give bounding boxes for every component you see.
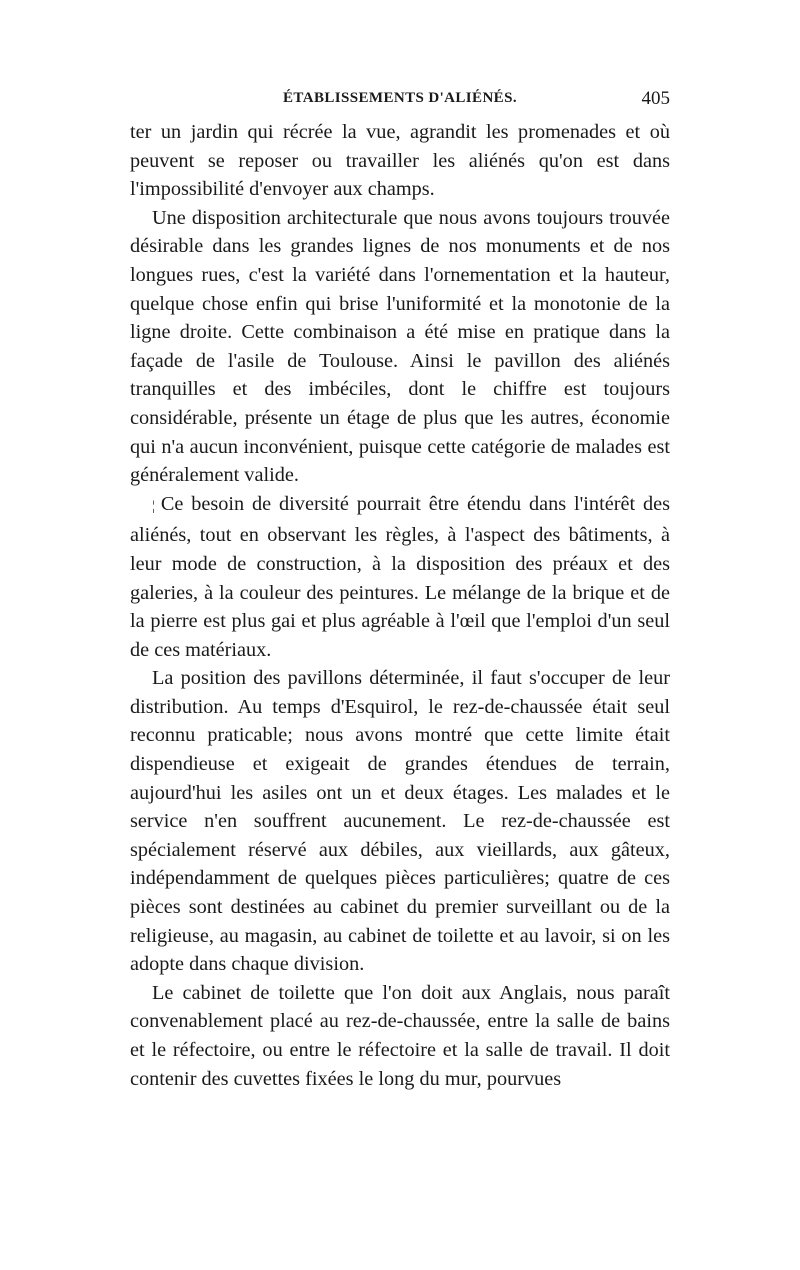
paragraph-toilet-room: Le cabinet de toilette que l'on doit aux Anglais, nous paraît convenablement placé au rez-de-chaussée, entre la salle de bains et le réfectoire, ou entre le réfectoire et la salle de travail. Il doit contenir des cuvettes fixées le long du mur, pourvues (130, 981, 670, 1090)
paragraph-architecture: Une disposition architecturale que nous avons toujours trouvée désirable dans les grandes lignes de nos monuments et de nos longues rues, c'est la variété dans l'ornementation et la hauteur, quelque chose enfin qui brise l'uniformité et la monotonie de la ligne droite. Cette combinaison a été mise en pratique dans la façade de l'asile de Toulouse. Ainsi le pavillon des aliénés tranquilles et des imbéciles, dont le chiffre est toujours considérable, présente un étage de plus que les autres, économie qui n'a aucun inconvénient, puisque cette catégorie de malades est généralement valide. (130, 206, 670, 487)
body-text (130, 118, 670, 1093)
paragraph-diversity (130, 490, 670, 665)
stray-mark: ¦ (152, 498, 155, 514)
running-head (130, 88, 670, 118)
paragraph-diversity-text: Ce besoin de diversité pourrait être étendu dans l'intérêt des aliénés, tout en observant les règles, à l'aspect des bâtiments, à leur mode de construction, à la disposition des préaux et des galeries, à la couleur des peintures. Le mélange de la brique et de la pierre est plus gai et plus agréable à l'œil que l'emploi d'un seul de ces matériaux. (130, 492, 670, 661)
paragraph-continuation: ter un jardin qui récrée la vue, agrandit les promenades et où peuvent se reposer ou travailler les aliénés qu'on est dans l'impossibilité d'envoyer aux champs. (130, 121, 670, 201)
page-number: 405 (641, 88, 670, 109)
running-title: ÉTABLISSEMENTS D'ALIÉNÉS. (283, 90, 517, 106)
paragraph-distribution: La position des pavillons déterminée, il faut s'occuper de leur distribution. Au temps d'Esquirol, le rez-de-chaussée était seul reconnu praticable; nous avons montré que cette limite était dispendieuse et exigeait de grandes étendues de terrain, aujourd'hui les asiles ont un et deux étages. Les malades et le service n'en souffrent aucunement. Le rez-de-chaussée est spécialement réservé aux débiles, aux vieillards, aux gâteux, indépendamment de quelques pièces particulières; quatre de ces pièces sont destinées au cabinet du premier surveillant ou de la religieuse, au magasin, au cabinet de toilette et au lavoir, si on les adopte dans chaque division. (130, 667, 670, 976)
book-page (130, 88, 670, 1093)
